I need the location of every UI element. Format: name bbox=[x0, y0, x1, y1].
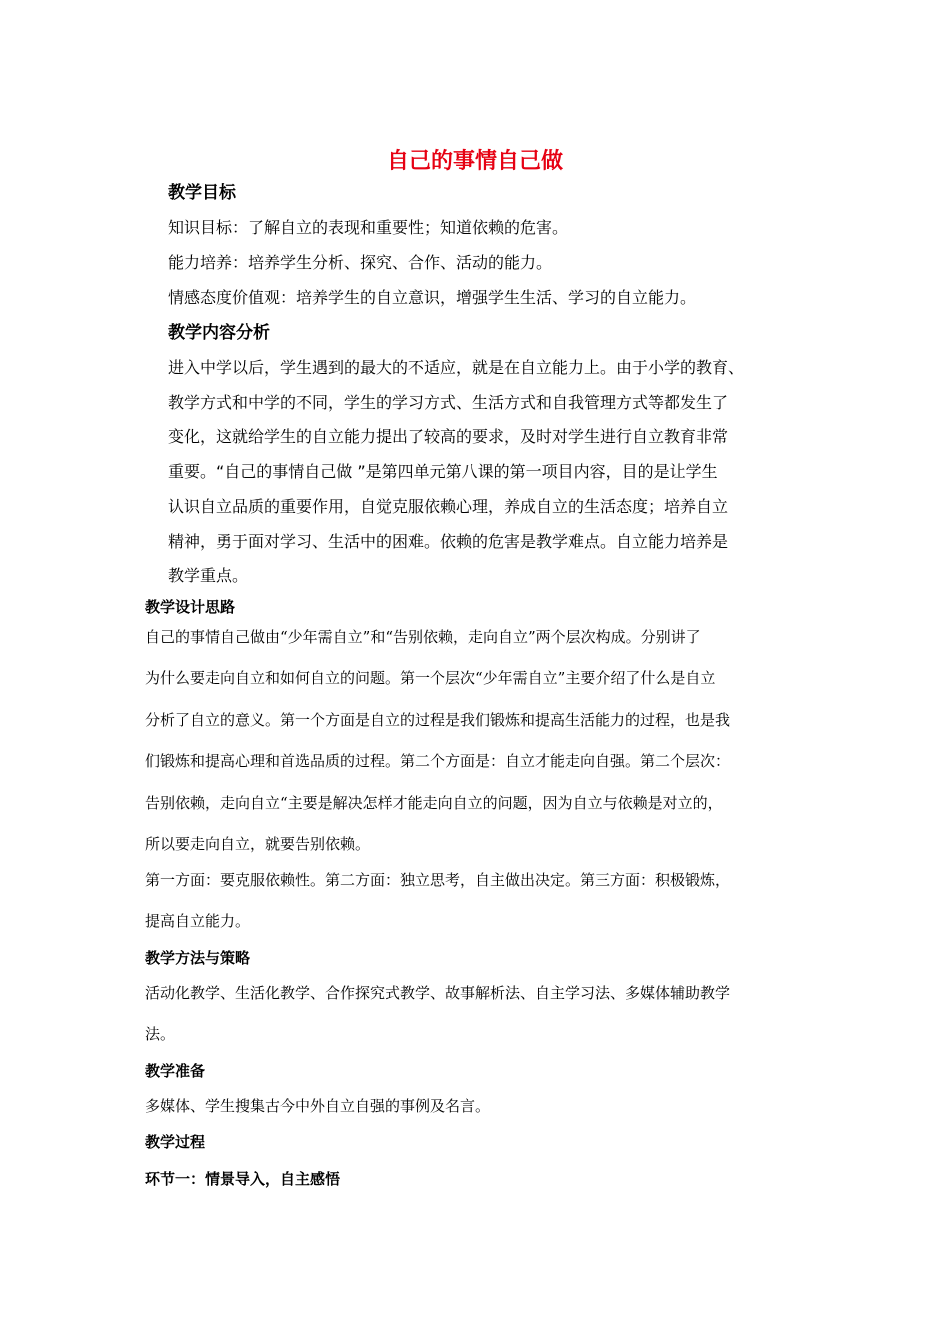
text-line: 分析了自立的意义。第一个方面是自立的过程是我们锻炼和提高生活能力的过程，也是我 bbox=[145, 710, 731, 729]
content-analysis-heading: 教学内容分析 bbox=[168, 323, 270, 343]
design-paragraph bbox=[145, 617, 810, 865]
text-line: 为什么要走向自立和如何自立的问题。第一个层次“少年需自立”主要介绍了什么是自立 bbox=[145, 669, 716, 688]
methods-heading: 教学方法与策略 bbox=[145, 949, 251, 967]
design-heading: 教学设计思路 bbox=[145, 598, 236, 616]
text-line: 教学重点。 bbox=[168, 566, 249, 586]
text-line: 活动化教学、生活化教学、合作探究式教学、故事解析法、自主学习法、多媒体辅助教学 bbox=[145, 984, 731, 1002]
ability-objective: 能力培养：培养学生分析、探究、合作、活动的能力。 bbox=[168, 253, 553, 272]
text-line: 法。 bbox=[145, 1025, 176, 1044]
preparation-heading: 教学准备 bbox=[145, 1062, 206, 1080]
text-line: 认识自立品质的重要作用，自觉克服依赖心理，养成自立的生活态度；培养自立 bbox=[168, 496, 729, 516]
content-analysis-paragraph bbox=[168, 351, 798, 594]
design-paragraph-2 bbox=[145, 860, 810, 943]
text-line: 重要。“自己的事情自己做 ”是第四单元第八课的第一项目内容，目的是让学生 bbox=[168, 462, 718, 482]
text-line: 自己的事情自己做由“少年需自立”和“告别依赖，走向自立”两个层次构成。分别讲了 bbox=[145, 628, 701, 646]
text-line: 所以要走向自立，就要告别依赖。 bbox=[145, 835, 371, 854]
objectives-heading: 教学目标 bbox=[168, 183, 236, 203]
methods-paragraph bbox=[145, 973, 810, 1056]
text-line: 精神，勇于面对学习、生活中的困难。依赖的危害是教学难点。自立能力培养是 bbox=[168, 531, 729, 551]
emotion-objective: 情感态度价值观：培养学生的自立意识，增强学生生活、学习的自立能力。 bbox=[168, 288, 697, 307]
text-line: 告别依赖，走向自立“主要是解决怎样才能走向自立的问题，因为自立与依赖是对立的， bbox=[145, 793, 723, 812]
process-step-1: 环节一：情景导入，自主感悟 bbox=[145, 1170, 341, 1188]
preparation-text bbox=[145, 1086, 810, 1127]
text-line: 变化，这就给学生的自立能力提出了较高的要求，及时对学生进行自立教育非常 bbox=[168, 427, 729, 447]
text-line: 第一方面：要克服依赖性。第二方面：独立思考，自主做出决定。第三方面：积极锻炼， bbox=[145, 871, 731, 889]
knowledge-objective: 知识目标：了解自立的表现和重要性；知道依赖的危害。 bbox=[168, 218, 569, 237]
text-line: 多媒体、学生搜集古今中外自立自强的事例及名言。 bbox=[145, 1097, 491, 1115]
process-heading: 教学过程 bbox=[145, 1133, 206, 1151]
text-line: 提高自立能力。 bbox=[145, 912, 251, 931]
text-line: 们锻炼和提高心理和首选品质的过程。第二个方面是：自立才能走向自强。第二个层次： bbox=[145, 752, 731, 771]
text-line: 进入中学以后，学生遇到的最大的不适应，就是在自立能力上。由于小学的教育、 bbox=[168, 358, 745, 377]
text-line: 教学方式和中学的不同，学生的学习方式、生活方式和自我管理方式等都发生了 bbox=[168, 392, 729, 412]
document-title: 自己的事情自己做 bbox=[386, 149, 563, 174]
